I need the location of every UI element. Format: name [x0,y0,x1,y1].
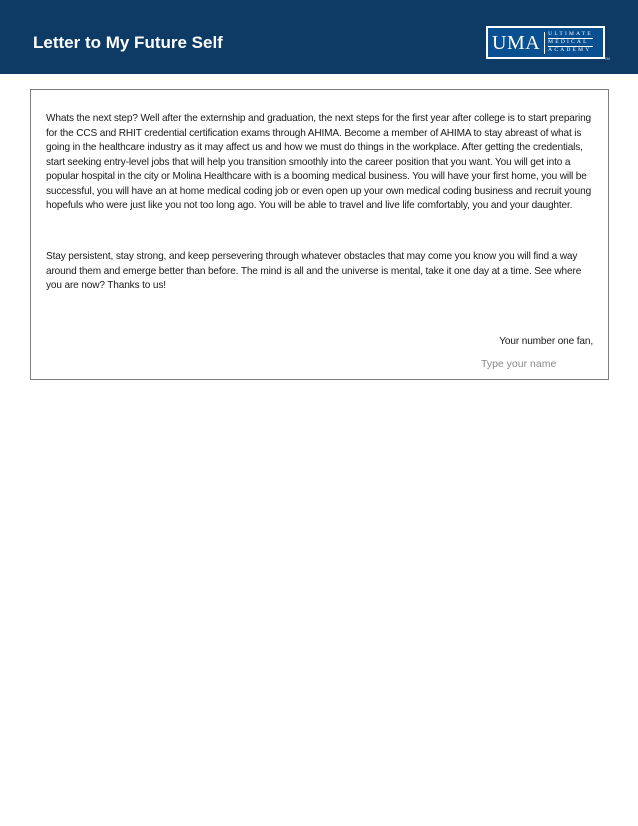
letter-paragraph-2: Stay persistent, stay strong, and keep persevering through whatever obstacles that may come you know you will find a way around them and emerge better than before. The mind is all and the universe is mental, take it one day at a time. See where you are now? Thanks to us! [46,251,582,291]
logo-word-academy: ACADEMY [548,47,592,53]
letter-paragraph-1: Whats the next step? Well after the externship and graduation, the next steps for the first year after college is to start preparing for the CCS and RHIT credential certification exams through AHIMA. Become a member of AHIMA to stay abreast of what is going in the healthcare industry as it may affect us and how we must do things in the workplace. After getting the credentials, start seeking entry-level jobs that will help you transition smoothly into the career position that you want. You will get into a popular hospital in the city or Molina Healthcare with is a booming medical business. You will have your first home, you will be successful, you will have an at home medical coding job or even open up your own medical coding business and recruit young hopefuls who were just like you not too long ago. You will be able to travel and live life comfortably, you and your daughter. [46,113,592,211]
logo-mark: UMA [492,31,541,54]
logo-word-medical: MEDICAL [548,38,593,47]
logo-divider [544,32,545,54]
letter-closing: Your number one fan, [499,336,593,347]
trademark-mark: TM [604,56,610,61]
letter-box [30,89,609,380]
page-title: Letter to My Future Self [33,33,223,52]
name-input[interactable] [475,355,585,373]
page-header [0,0,638,74]
logo-wordmark [548,31,593,54]
logo-panel [488,28,603,57]
uma-logo [486,26,605,59]
logo-word-ultimate: ULTIMATE [548,31,593,37]
